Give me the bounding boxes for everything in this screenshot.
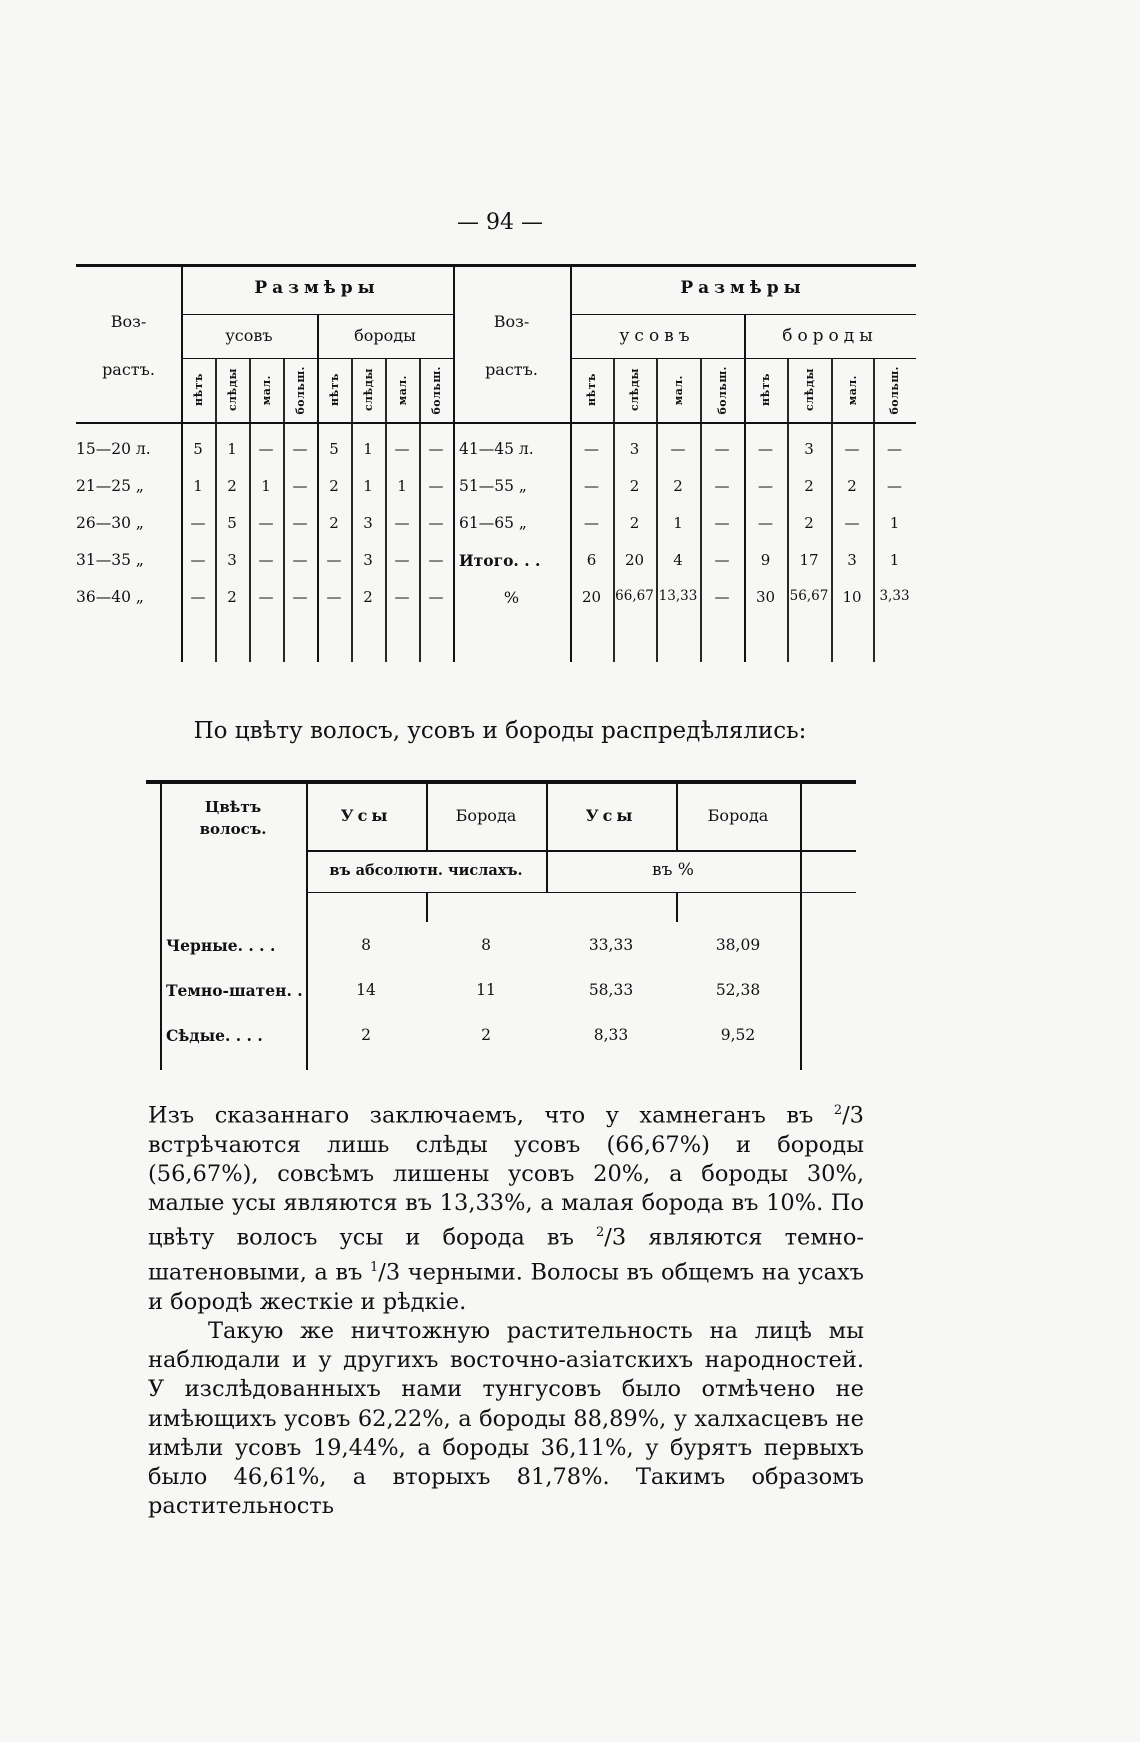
color-table-cell: 2 — [361, 1026, 371, 1044]
rule — [306, 850, 856, 852]
age-label: 31—35 „ — [76, 551, 144, 569]
table-cell: — — [714, 440, 730, 458]
table-cell: — — [714, 477, 730, 495]
mustache-header-right: усовъ — [619, 326, 695, 346]
table-cell: 3 — [227, 551, 237, 569]
sub-header-right — [796, 360, 822, 420]
table-cell: — — [670, 440, 686, 458]
sub-header-right — [665, 360, 691, 420]
table-cell: — — [190, 588, 206, 606]
table-cell: 1 — [193, 477, 203, 495]
sub-header-text: мал. — [395, 374, 409, 406]
table-cell: — — [428, 440, 444, 458]
table-cell: — — [584, 477, 599, 495]
sub-header-text: мал. — [259, 374, 273, 406]
table-cell: 2 — [847, 477, 857, 495]
sub-header-left — [219, 360, 245, 420]
col-line — [613, 358, 615, 662]
table-cell: 5 — [227, 514, 237, 532]
color-header — [160, 796, 306, 840]
col-line — [283, 358, 285, 662]
col-line — [831, 358, 833, 662]
color-header-line2: волосъ. — [199, 820, 267, 838]
age-header-bottom-right: растъ. — [485, 360, 538, 379]
table-cell: — — [292, 588, 308, 606]
table-cell: 1 — [889, 551, 900, 569]
fraction-denominator: /3 — [378, 1259, 401, 1286]
table-cell: — — [292, 551, 308, 569]
col-line — [215, 358, 217, 662]
table-cell: 4 — [673, 551, 683, 569]
col-line — [426, 892, 428, 922]
col-beard-pct: Борода — [707, 806, 769, 825]
paragraph-1 — [148, 1096, 864, 1317]
table-cell: — — [844, 440, 860, 458]
color-table-cell: 9,52 — [720, 1026, 756, 1044]
table-cell: 1 — [397, 477, 407, 495]
table-cell: 1 — [261, 477, 271, 495]
beard-header-left: бороды — [354, 326, 416, 345]
size-table — [76, 262, 916, 662]
sub-header-text: больш. — [715, 365, 729, 415]
beard-header-right: бороды — [782, 326, 878, 346]
rule — [570, 314, 916, 315]
table-cell: 66,67 — [615, 588, 654, 604]
color-table-cell: 11 — [476, 981, 496, 999]
age-header-top-right: Воз- — [493, 312, 530, 331]
fraction-denominator: /3 — [842, 1102, 864, 1129]
age-label-right: Итого. . . — [459, 551, 541, 570]
sub-header-right — [882, 360, 908, 420]
page-number: — 94 — — [457, 210, 543, 235]
table-cell: 6 — [586, 551, 597, 569]
table-cell: 2 — [227, 588, 237, 606]
col-line — [656, 358, 658, 662]
sub-header-text: слѣды — [802, 368, 816, 412]
table-cell: 13,33 — [658, 588, 698, 604]
table-cell: 17 — [799, 551, 819, 569]
paragraph-1-text: являются темно-шатеновыми, а въ — [148, 1224, 864, 1286]
sub-header-text: слѣды — [225, 368, 239, 412]
color-row-label: Сѣдые. . . . — [166, 1026, 263, 1045]
color-row-label: Темно-шатен. . — [166, 981, 303, 1000]
table-cell: — — [190, 551, 206, 569]
table-cell: — — [584, 514, 599, 532]
table-cell: — — [394, 588, 410, 606]
color-table-cell: 8 — [361, 936, 371, 954]
table-cell: 1 — [227, 440, 237, 458]
table-cell: — — [258, 440, 274, 458]
age-label-right: % — [503, 588, 520, 607]
age-label: 21—25 „ — [76, 477, 144, 495]
col-mustache-pct: Усы — [585, 806, 637, 825]
table-cell: 1 — [363, 477, 373, 495]
sub-header-right — [622, 360, 648, 420]
table-cell: 1 — [889, 514, 900, 532]
table-cell: 2 — [329, 514, 339, 532]
age-label-right: 51—55 „ — [459, 477, 527, 495]
table-cell: — — [428, 477, 444, 495]
table-cell: 3 — [804, 440, 814, 458]
age-header-top: Воз- — [110, 312, 147, 331]
fraction-numerator: 2 — [833, 1103, 843, 1118]
mustache-header-left: усовъ — [225, 326, 273, 345]
sizes-header-left: Размѣры — [254, 278, 380, 298]
table-cell: 56,67 — [789, 588, 829, 604]
color-table-cell: 58,33 — [588, 981, 634, 999]
table-cell: 3 — [363, 551, 373, 569]
color-table-cell: 14 — [356, 981, 376, 999]
table-top-rule — [146, 780, 856, 784]
table-cell: — — [258, 588, 274, 606]
table-cell: — — [428, 551, 444, 569]
sub-header-left — [253, 360, 279, 420]
age-label: 26—30 „ — [76, 514, 144, 532]
table-cell: 2 — [629, 477, 640, 495]
table-cell: — — [758, 477, 773, 495]
table-cell: — — [326, 588, 342, 606]
paragraph-1-text: встрѣчаются лишь слѣды усовъ (66,67%) и бороды (56,67%), совсѣмъ лишены усовъ 20%, а бороды 30%, малые усы являются въ 13,33%, а малая борода въ 10%. По цвѣту волосъ усы и борода въ — [148, 1131, 864, 1251]
sub-header-text: больш. — [293, 365, 307, 415]
rule — [306, 892, 856, 893]
sub-header-right — [709, 360, 735, 420]
sub-header-left — [321, 360, 347, 420]
table-cell: — — [714, 514, 730, 532]
table-cell: — — [844, 514, 860, 532]
table-cell: 2 — [673, 477, 683, 495]
table2-caption: По цвѣту волосъ, усовъ и бороды распредѣлялись: — [193, 718, 807, 744]
sub-header-right — [753, 360, 779, 420]
paragraph-1-text: черными. Волосы въ общемъ на усахъ и бородѣ жесткіе и рѣдкіе. — [148, 1259, 864, 1315]
sub-header-left — [185, 360, 211, 420]
table-cell: — — [584, 440, 599, 458]
paragraph-2: Такую же ничтожную растительность на лицѣ мы наблюдали и у другихъ восточно-азіатскихъ народностей. У изслѣдованныхъ нами тунгусовъ было отмѣчено не имѣющихъ усовъ 62,22%, а бороды 88,89%, у халхасцевъ не имѣли усовъ 19,44%, а бороды 36,11%, у бурятъ первыхъ было 46,61%, а вторыхъ 81,78%. Такимъ образомъ растительность — [148, 1317, 864, 1520]
sub-header-text: мал. — [845, 374, 859, 406]
table-cell: — — [714, 551, 730, 569]
table-top-rule — [76, 264, 916, 267]
sub-header-left — [423, 360, 449, 420]
sub-header-left — [389, 360, 415, 420]
sub-header-text: нѣтъ — [191, 373, 205, 407]
sub-header-right — [579, 360, 605, 420]
table-cell: 2 — [227, 477, 237, 495]
table-cell: — — [394, 514, 410, 532]
fraction-numerator: 2 — [596, 1225, 605, 1241]
table-cell: — — [292, 440, 308, 458]
table-cell: 10 — [842, 588, 862, 606]
table-cell: 2 — [329, 477, 339, 495]
table-cell: — — [258, 551, 274, 569]
table-cell: 1 — [363, 440, 373, 458]
age-header-bottom: растъ. — [102, 360, 155, 379]
table-cell: 3,33 — [879, 588, 910, 604]
col-line — [800, 783, 802, 1070]
pct-subheader: въ % — [652, 860, 694, 880]
table-cell: 3 — [847, 551, 857, 569]
age-label: 15—20 л. — [76, 440, 151, 458]
table-cell: — — [714, 588, 730, 606]
sub-header-text: нѣтъ — [759, 373, 772, 407]
col-mustache-abs: Усы — [340, 806, 392, 825]
header-bottom-rule — [76, 422, 916, 424]
table-cell: 3 — [363, 514, 373, 532]
col-line — [676, 892, 678, 922]
color-table-cell: 2 — [481, 1026, 491, 1044]
table-cell: — — [428, 514, 444, 532]
table-cell: 5 — [193, 440, 203, 458]
body-text — [148, 1096, 864, 1521]
table-cell: — — [758, 440, 773, 458]
color-row-label: Черные. . . . — [166, 936, 276, 955]
table-cell: 3 — [629, 440, 640, 458]
sub-header-text: нѣтъ — [327, 373, 341, 407]
table-cell: — — [258, 514, 274, 532]
table-cell: — — [887, 440, 902, 458]
sub-header-left — [287, 360, 313, 420]
fraction-denominator: /3 — [604, 1224, 627, 1251]
col-line — [700, 358, 702, 662]
sub-header-text: слѣды — [361, 368, 375, 412]
table-cell: 2 — [363, 588, 373, 606]
table-cell: — — [394, 551, 410, 569]
table-cell: 2 — [804, 514, 814, 532]
table-cell: — — [887, 477, 902, 495]
table-cell: — — [190, 514, 206, 532]
sub-header-text: мал. — [671, 374, 685, 406]
color-table — [146, 780, 856, 1070]
color-table-cell: 8,33 — [593, 1026, 629, 1044]
sizes-header-right: Размѣры — [680, 278, 806, 298]
sub-header-right — [839, 360, 865, 420]
color-header-line1: Цвѣтъ — [204, 798, 262, 816]
col-beard-abs: Борода — [455, 806, 517, 825]
color-table-cell: 52,38 — [715, 981, 761, 999]
table-cell: — — [758, 514, 773, 532]
color-table-cell: 33,33 — [588, 936, 634, 954]
table-cell: 9 — [760, 551, 771, 569]
table-cell: 1 — [673, 514, 683, 532]
color-table-cell: 8 — [481, 936, 491, 954]
sub-header-left — [355, 360, 381, 420]
col-line — [249, 358, 251, 662]
table-cell: — — [394, 440, 410, 458]
sub-header-text: больш. — [888, 365, 901, 415]
col-line — [873, 358, 875, 662]
age-label-right: 61—65 „ — [459, 514, 527, 532]
table-cell: 5 — [329, 440, 339, 458]
sub-header-text: нѣтъ — [585, 373, 598, 407]
col-line — [385, 358, 387, 662]
sub-header-text: слѣды — [628, 368, 641, 412]
table-cell: — — [326, 551, 342, 569]
table-cell: — — [292, 477, 308, 495]
age-label: 36—40 „ — [76, 588, 144, 606]
table-cell: — — [292, 514, 308, 532]
table-cell: 2 — [804, 477, 814, 495]
col-line — [351, 358, 353, 662]
table-cell: 20 — [581, 588, 602, 606]
col-line — [787, 358, 789, 662]
color-table-cell: 38,09 — [715, 936, 761, 954]
fraction-numerator: 1 — [369, 1260, 379, 1276]
paragraph-1-text: Изъ сказаннаго заключаемъ, что у хамнеганъ въ — [148, 1102, 834, 1129]
col-line — [419, 358, 421, 662]
table-cell: 2 — [629, 514, 640, 532]
abs-subheader: въ абсолютн. числахъ. — [329, 862, 523, 879]
sub-header-text: больш. — [429, 365, 443, 415]
table-cell: — — [428, 588, 444, 606]
table-cell: 20 — [624, 551, 645, 569]
table-cell: 30 — [755, 588, 776, 606]
age-label-right: 41—45 л. — [459, 440, 534, 458]
